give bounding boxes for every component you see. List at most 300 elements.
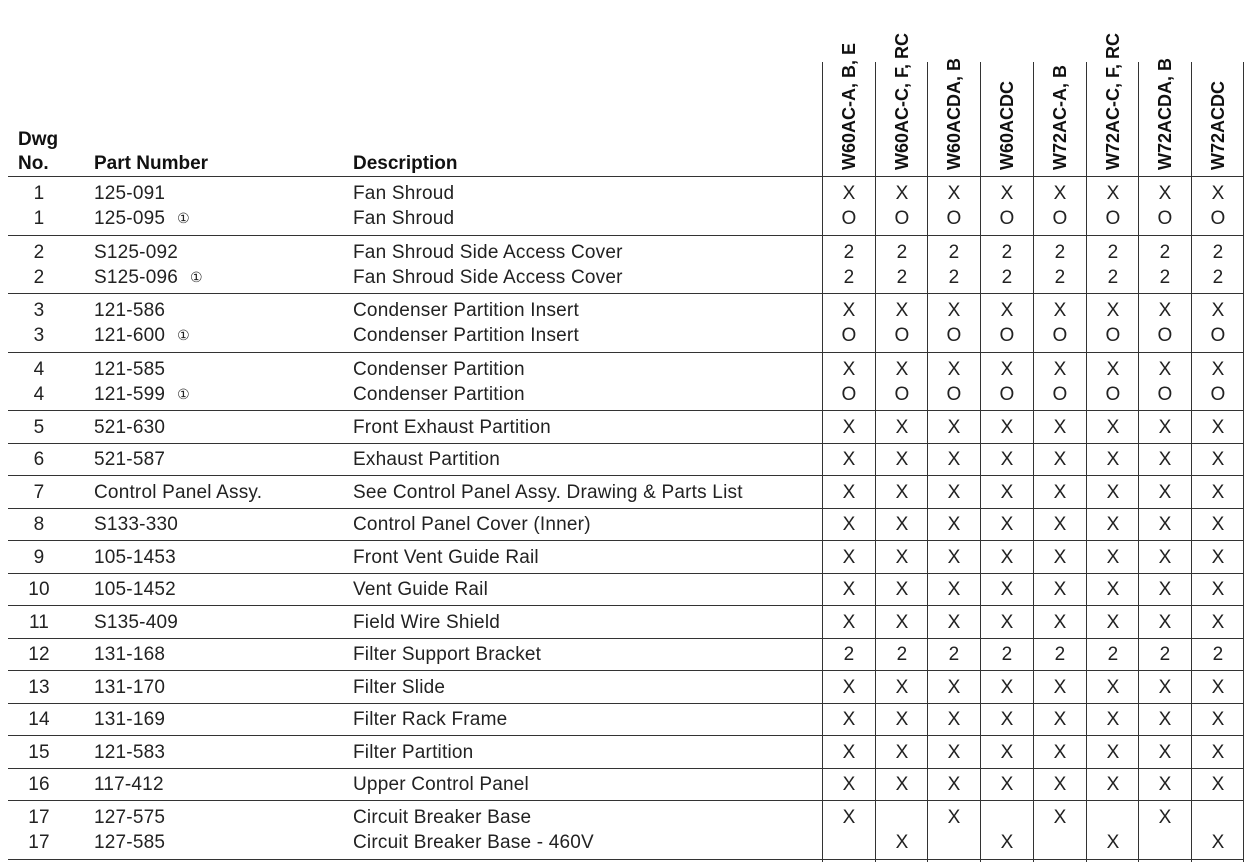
model-header-3: W60ACDA, B (944, 57, 964, 170)
model-mark: X (895, 416, 909, 438)
model-mark: X (1106, 676, 1120, 698)
dwg-number: 1 (33, 208, 45, 229)
model-mark: X (947, 807, 961, 828)
model-mark: X (1158, 774, 1172, 795)
model-mark: X (1000, 449, 1014, 470)
table-row (0, 177, 1250, 236)
description-header: Description (353, 153, 458, 174)
part-line (0, 447, 1250, 472)
part-number: 131-170 (94, 676, 166, 698)
model-mark: X (1000, 676, 1014, 698)
part-number-cell (94, 240, 178, 265)
model-mark: O (894, 325, 910, 346)
model-mark (928, 830, 980, 855)
model-mark: X (1158, 300, 1172, 321)
part-description: Exhaust Partition (353, 449, 501, 470)
model-mark: X (842, 449, 856, 470)
part-number: 521-587 (94, 449, 166, 470)
model-mark: X (895, 741, 909, 763)
part-number-cell (94, 206, 190, 231)
part-line (0, 512, 1250, 537)
model-mark: X (895, 449, 909, 470)
dwg-number: 3 (33, 300, 45, 321)
model-mark: X (1106, 481, 1120, 503)
dwg-number: 11 (28, 611, 50, 633)
dwg-number: 7 (33, 481, 45, 503)
model-mark: X (842, 514, 856, 535)
model-mark: X (1106, 449, 1120, 470)
dwg-number: 2 (33, 266, 45, 288)
model-mark: X (1000, 358, 1014, 380)
table-row (0, 801, 1250, 860)
part-line (0, 545, 1250, 570)
model-mark: X (1106, 774, 1120, 795)
model-mark: X (1000, 183, 1014, 204)
model-mark (1139, 830, 1191, 855)
model-mark: X (1158, 514, 1172, 535)
model-mark: X (1106, 832, 1120, 853)
model-mark: X (1000, 611, 1014, 633)
model-header-4: W60ACDC (997, 80, 1017, 170)
model-mark: X (1106, 183, 1120, 204)
part-number-cell (94, 610, 178, 635)
model-mark: O (1105, 325, 1121, 346)
model-mark: O (841, 383, 857, 405)
dwg-number: 4 (33, 358, 45, 380)
model-mark: X (1053, 709, 1067, 730)
part-number-cell (94, 830, 165, 855)
part-description: Front Vent Guide Rail (353, 546, 539, 568)
part-number: 121-585 (94, 358, 166, 380)
part-number: 105-1453 (94, 546, 176, 568)
model-mark: X (1053, 807, 1067, 828)
table-row (0, 509, 1250, 542)
part-line (0, 772, 1250, 797)
table-row (0, 541, 1250, 574)
part-number-cell (94, 545, 176, 570)
model-mark: X (895, 709, 909, 730)
model-mark: X (1211, 183, 1225, 204)
part-line (0, 415, 1250, 440)
model-mark: 2 (1107, 644, 1119, 665)
footnote-marker: ① (177, 327, 190, 343)
model-mark: X (1053, 611, 1067, 633)
model-mark: X (1211, 449, 1225, 470)
model-mark: X (947, 579, 961, 600)
model-mark: O (999, 208, 1015, 229)
model-mark: X (1000, 741, 1014, 763)
model-mark: X (1106, 416, 1120, 438)
model-mark: X (947, 514, 961, 535)
part-number-header: Part Number (94, 153, 209, 174)
model-header-5: W72AC-A, B (1050, 64, 1070, 170)
model-mark: X (1106, 358, 1120, 380)
part-number-cell (94, 298, 165, 323)
part-number-cell (94, 181, 165, 206)
dwg-number: 4 (33, 383, 45, 405)
model-mark: O (1210, 325, 1226, 346)
model-mark: X (842, 807, 856, 828)
part-line (0, 805, 1250, 830)
model-mark: 2 (1212, 644, 1224, 665)
part-number: 521-630 (94, 416, 166, 438)
model-mark: X (1211, 514, 1225, 535)
model-mark: O (1210, 383, 1226, 405)
part-description: Fan Shroud Side Access Cover (353, 241, 623, 263)
part-number-cell (94, 707, 165, 732)
model-mark: X (895, 514, 909, 535)
model-mark: X (1158, 416, 1172, 438)
table-row (0, 236, 1250, 295)
footnote-marker: ① (190, 268, 203, 285)
dwg-no-header-line2: No. (18, 153, 49, 174)
model-header-7: W72ACDA, B (1155, 57, 1175, 170)
dwg-number: 16 (28, 774, 50, 795)
model-mark: X (895, 183, 909, 204)
dwg-number: 15 (28, 741, 50, 763)
part-description: Field Wire Shield (353, 611, 501, 633)
part-number-cell (94, 357, 165, 382)
model-mark: X (842, 358, 856, 380)
model-mark: X (947, 709, 961, 730)
model-mark: O (894, 208, 910, 229)
part-number-cell (94, 642, 165, 667)
model-mark: 2 (1001, 644, 1013, 665)
part-number: 117-412 (94, 774, 164, 795)
model-mark: 2 (1212, 266, 1224, 288)
table-row (0, 476, 1250, 509)
model-mark: X (1053, 514, 1067, 535)
model-mark: 2 (1159, 644, 1171, 665)
part-number-cell (94, 577, 176, 602)
dwg-number: 6 (33, 449, 45, 470)
part-line (0, 675, 1250, 700)
part-line (0, 642, 1250, 667)
model-mark: 2 (948, 644, 960, 665)
model-mark: X (1211, 676, 1225, 698)
model-mark: X (895, 676, 909, 698)
model-mark: X (1106, 611, 1120, 633)
part-number-cell (94, 415, 165, 440)
dwg-number: 5 (33, 416, 45, 438)
part-description: Vent Guide Rail (353, 579, 489, 600)
model-mark: X (1106, 741, 1120, 763)
model-mark: 2 (896, 266, 908, 288)
part-description: Filter Partition (353, 741, 474, 763)
footnote-marker: ① (177, 210, 190, 226)
model-mark: X (1000, 514, 1014, 535)
model-mark: O (946, 208, 962, 229)
part-description: Fan Shroud Side Access Cover (353, 266, 623, 288)
model-mark: 2 (1001, 266, 1013, 288)
model-mark: 2 (1054, 266, 1066, 288)
part-number-cell (94, 480, 262, 505)
model-mark: X (1158, 676, 1172, 698)
model-mark: X (1211, 358, 1225, 380)
model-mark: O (841, 208, 857, 229)
model-mark (981, 805, 1033, 830)
part-number: 121-586 (94, 300, 166, 321)
dwg-no-header-line1: Dwg (18, 129, 59, 150)
model-mark: X (1158, 807, 1172, 828)
model-mark: O (999, 325, 1015, 346)
model-mark: X (947, 546, 961, 568)
model-mark: X (947, 741, 961, 763)
part-description: Filter Support Bracket (353, 644, 542, 665)
dwg-number: 8 (33, 514, 45, 535)
part-line (0, 298, 1250, 323)
model-mark: X (1211, 416, 1225, 438)
model-mark: 2 (843, 644, 855, 665)
model-mark: X (1053, 741, 1067, 763)
dwg-number: 17 (28, 807, 50, 828)
part-description: Fan Shroud (353, 208, 455, 229)
model-mark: X (1106, 514, 1120, 535)
model-mark: X (895, 832, 909, 853)
part-line (0, 577, 1250, 602)
model-mark: X (1053, 481, 1067, 503)
model-mark: X (842, 709, 856, 730)
dwg-number: 3 (33, 325, 45, 346)
model-mark: X (842, 774, 856, 795)
part-description: Condenser Partition Insert (353, 325, 579, 346)
part-number: S133-330 (94, 514, 179, 535)
part-number: S135-409 (94, 611, 179, 633)
dwg-number: 14 (28, 709, 50, 730)
model-header-6: W72AC-C, F, RC (1103, 32, 1123, 170)
model-mark: O (1105, 208, 1121, 229)
model-mark: X (1053, 579, 1067, 600)
model-mark: O (1157, 325, 1173, 346)
table-row (0, 736, 1250, 769)
model-mark: X (1158, 183, 1172, 204)
model-mark: 2 (843, 241, 855, 263)
model-mark: X (1053, 449, 1067, 470)
model-mark: X (1106, 709, 1120, 730)
dwg-number: 2 (33, 241, 45, 263)
part-line (0, 610, 1250, 635)
model-mark: X (1158, 709, 1172, 730)
part-number: 105-1452 (94, 579, 176, 600)
part-number-cell (94, 740, 165, 765)
model-mark: O (1052, 383, 1068, 405)
model-mark: X (947, 481, 961, 503)
dwg-number: 10 (28, 579, 50, 600)
part-line (0, 480, 1250, 505)
dwg-number: 1 (33, 183, 45, 204)
model-mark: X (842, 416, 856, 438)
model-mark: X (895, 611, 909, 633)
footnote-marker: ① (177, 385, 190, 402)
model-mark: X (895, 481, 909, 503)
part-number-cell (94, 512, 178, 537)
part-number: 121-583 (94, 741, 166, 763)
model-mark (1087, 805, 1139, 830)
model-header-8: W72ACDC (1208, 80, 1228, 170)
part-number: S125-092 (94, 241, 179, 263)
model-mark: X (947, 676, 961, 698)
model-mark: 2 (1159, 266, 1171, 288)
model-mark: 2 (1212, 241, 1224, 263)
table-row (0, 574, 1250, 607)
model-mark: O (1157, 208, 1173, 229)
part-line (0, 830, 1250, 855)
model-mark (823, 830, 875, 855)
part-description: Filter Rack Frame (353, 709, 508, 730)
model-mark: X (842, 579, 856, 600)
table-row (0, 704, 1250, 737)
model-mark: X (1211, 546, 1225, 568)
model-mark: X (1106, 579, 1120, 600)
model-mark: 2 (948, 266, 960, 288)
part-description: Upper Control Panel (353, 774, 529, 795)
model-mark: X (1158, 358, 1172, 380)
model-mark: X (842, 546, 856, 568)
model-mark: X (895, 579, 909, 600)
model-mark: X (947, 183, 961, 204)
model-mark: X (1158, 546, 1172, 568)
model-mark: X (1000, 709, 1014, 730)
table-row (0, 353, 1250, 412)
model-mark: X (1053, 676, 1067, 698)
model-mark: O (946, 383, 962, 405)
part-line (0, 265, 1250, 290)
model-mark: X (895, 546, 909, 568)
part-number-cell (94, 382, 190, 407)
model-mark: X (1053, 416, 1067, 438)
part-description: Condenser Partition (353, 358, 525, 380)
model-mark: 2 (1107, 241, 1119, 263)
part-number: 131-168 (94, 644, 166, 665)
model-mark: 2 (1054, 241, 1066, 263)
part-number-cell (94, 772, 164, 797)
table-row (0, 444, 1250, 477)
part-line (0, 707, 1250, 732)
part-description: Front Exhaust Partition (353, 416, 551, 438)
model-mark: X (842, 183, 856, 204)
model-mark: X (947, 611, 961, 633)
model-mark (1192, 805, 1244, 830)
part-number: 121-600 (94, 325, 166, 346)
part-description: Control Panel Cover (Inner) (353, 514, 591, 535)
part-number: 125-091 (94, 183, 166, 204)
model-mark: X (1211, 741, 1225, 763)
model-mark: X (895, 358, 909, 380)
model-mark: X (1053, 358, 1067, 380)
part-description: Filter Slide (353, 676, 446, 698)
dwg-number: 9 (33, 546, 45, 568)
part-description: Circuit Breaker Base (353, 807, 532, 828)
model-mark: X (1211, 481, 1225, 503)
model-mark: 2 (1001, 241, 1013, 263)
part-number: S125-096 (94, 266, 179, 288)
part-number-cell (94, 447, 165, 472)
model-mark: X (947, 358, 961, 380)
model-mark: X (1053, 774, 1067, 795)
model-mark: X (1000, 546, 1014, 568)
model-mark: 2 (1159, 241, 1171, 263)
part-line (0, 740, 1250, 765)
part-line (0, 323, 1250, 348)
model-mark: X (1211, 774, 1225, 795)
model-mark: X (947, 774, 961, 795)
model-mark: X (1211, 611, 1225, 633)
part-number: Control Panel Assy. (94, 481, 263, 503)
dwg-number: 17 (28, 832, 50, 853)
model-mark: X (947, 449, 961, 470)
table-row (0, 411, 1250, 444)
model-mark: 2 (843, 266, 855, 288)
part-number-cell (94, 805, 165, 830)
table-row (0, 769, 1250, 802)
model-mark: O (1052, 325, 1068, 346)
model-mark: X (842, 300, 856, 321)
model-mark: 2 (896, 644, 908, 665)
model-mark: O (1210, 208, 1226, 229)
part-line (0, 357, 1250, 382)
model-mark: O (946, 325, 962, 346)
model-mark: X (1053, 183, 1067, 204)
part-line (0, 240, 1250, 265)
model-mark (876, 805, 928, 830)
part-number: 131-169 (94, 709, 166, 730)
model-mark: X (1000, 416, 1014, 438)
model-mark: X (1000, 774, 1014, 795)
model-mark: X (947, 416, 961, 438)
model-mark: 2 (1054, 644, 1066, 665)
part-description: Fan Shroud (353, 183, 455, 204)
part-number-cell (94, 323, 190, 348)
model-mark: X (1211, 300, 1225, 321)
part-number-cell (94, 675, 165, 700)
model-mark: O (1052, 208, 1068, 229)
model-header-2: W60AC-C, F, RC (892, 32, 912, 170)
model-mark: X (895, 774, 909, 795)
part-number: 127-585 (94, 832, 166, 853)
model-mark: O (1105, 383, 1121, 405)
part-description: Condenser Partition Insert (353, 300, 579, 321)
model-mark: X (1158, 611, 1172, 633)
model-mark: X (1211, 709, 1225, 730)
model-mark: X (1211, 579, 1225, 600)
part-description: Condenser Partition (353, 383, 525, 405)
model-mark: X (1000, 832, 1014, 853)
model-mark: X (947, 300, 961, 321)
model-header-1: W60AC-A, B, E (839, 42, 859, 170)
model-mark: X (1000, 481, 1014, 503)
model-mark: 2 (948, 241, 960, 263)
table-row (0, 671, 1250, 704)
part-line (0, 181, 1250, 206)
model-mark: X (895, 300, 909, 321)
model-mark: O (999, 383, 1015, 405)
model-mark: X (1053, 546, 1067, 568)
part-line (0, 382, 1250, 407)
table-row (0, 639, 1250, 672)
model-mark: X (842, 676, 856, 698)
model-mark: O (1157, 383, 1173, 405)
model-mark: O (841, 325, 857, 346)
model-mark: X (1053, 300, 1067, 321)
part-number: 125-095 (94, 208, 166, 229)
part-description: See Control Panel Assy. Drawing & Parts List (353, 481, 743, 503)
dwg-number: 13 (28, 676, 50, 698)
model-mark: X (842, 741, 856, 763)
part-number: 127-575 (94, 807, 166, 828)
model-mark: X (842, 481, 856, 503)
model-mark: X (1158, 449, 1172, 470)
model-mark: X (1158, 481, 1172, 503)
